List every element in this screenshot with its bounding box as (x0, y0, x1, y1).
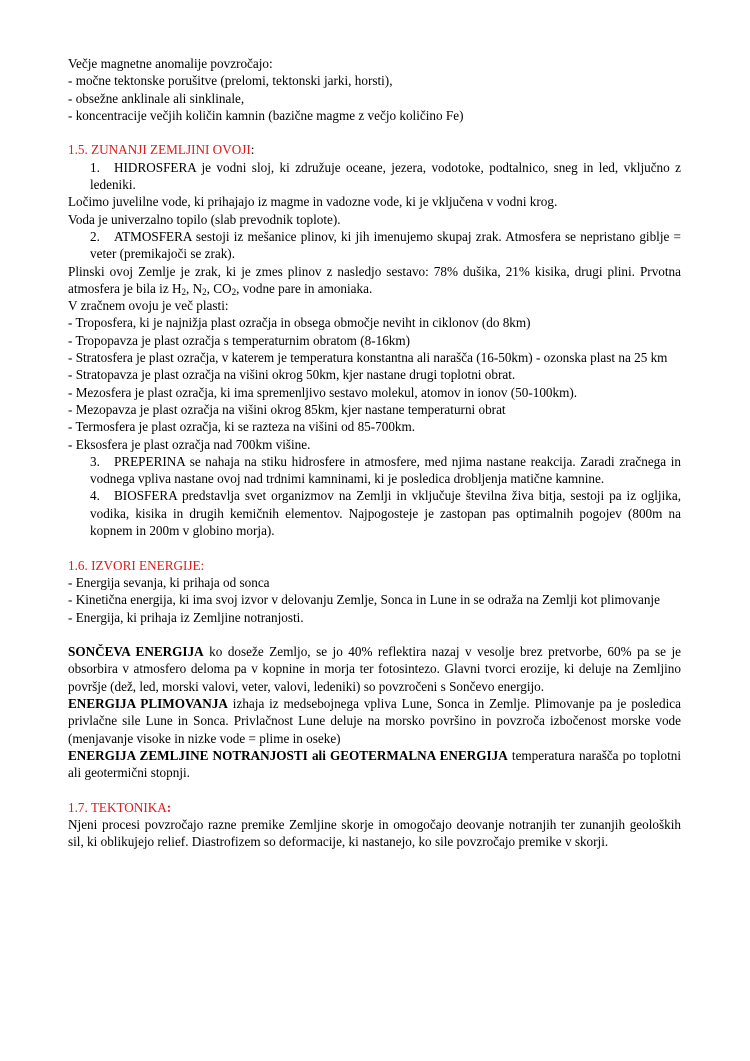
spacer (68, 626, 681, 643)
list-number: 4. (90, 488, 100, 504)
preperina-paragraph: 3. PREPERINA se nahaja na stiku hidrosfere in atmosfere, med njima nastane reakcija. Zaradi zračnega in vodnega vpliva nastane ovoj nad trdnimi kamninami, ki je posledica drobljenja matične kamnine. (90, 453, 681, 487)
spacer (68, 539, 681, 556)
list-number: 1. (90, 159, 100, 175)
layer-item: - Troposfera, ki je najnižja plast ozračja in obsega območje neviht in ciklonov (do 8km) (68, 315, 531, 331)
layer-item: - Eksosfera je plast ozračja nad 700km višine. (68, 436, 311, 452)
atmosphere-layers-list (68, 314, 681, 452)
layers-intro: V zračnem ovoju je več plasti: (68, 298, 229, 314)
geothermal-energy-paragraph: ENERGIJA ZEMLJINE NOTRANJOSTI ali GEOTERMALNA ENERGIJA temperatura narašča po toplotni ali geotermični stopnji. (68, 747, 682, 781)
hidrosfera-text: Voda je univerzalno topilo (slab prevodnik toplote). (68, 211, 341, 227)
list-number: 3. (90, 453, 100, 469)
intro-line: Večje magnetne anomalije povzročajo: (68, 56, 273, 71)
tidal-energy-paragraph: ENERGIJA PLIMOVANJA izhaja iz medsebojnega vpliva Lune, Sonca in Zemlje. Plimovanje pa je posledica privlačne sile Lune in Sonca. Privlačnost Lune deluje na morsko površino in povzroča izbočenost morske vode (menjavanje visoke in nizke vode = plime in oseke) (68, 695, 681, 746)
spacer (68, 124, 681, 141)
tectonics-paragraph: Njeni procesi povzročajo razne premike Zemljine skorje in omogočajo deovanje notranjih ter zunanjih geoloških sil, ki oblikujejo relief. Diastrofizem so deformacije, ki nastanejo, ko sile povzročajo premike v skorji. (68, 817, 681, 850)
solar-energy-paragraph: SONČEVA ENERGIJA ko doseže Zemljo, se jo 40% reflektira nazaj v vesolje brez pretvorbe, 60% pa se je obsorbira v atmosfero deloma pa v kopnine in morja ter fotosintezo. Glavni tvorci erozije, ki deluje na Zemljino površje (dež, led, morski valovi, veter, valovi, ledeniki) so povzročeni s Sončevo energijo. (68, 644, 681, 694)
section-heading-1-5: 1.5. ZUNANJI ZEMLJINI OVOJI: (68, 142, 255, 158)
section-heading-1-7: 1.7. TEKTONIKA: (68, 799, 172, 815)
hidrosfera-text: Ločimo juvelilne vode, ki prihajajo iz magme in vadozne vode, ki je vključena v vodni krog. (68, 194, 558, 210)
atmosfera-paragraph: 2. ATMOSFERA sestoji iz mešanice plinov, ki jih imenujemo skupaj zrak. Atmosfera se nepristano giblje = veter (premikajoči se zrak). (90, 228, 681, 262)
layer-item: - Termosfera je plast ozračja, ki se razteza na višini od 85-700km. (68, 419, 416, 435)
intro-line: - močne tektonske porušitve (prelomi, tektonski jarki, horsti), (68, 73, 393, 89)
atmosfera-composition: Plinski ovoj Zemlje je zrak, ki je zmes plinov z nasledjo sestavo: 78% dušika, 21% kisika, drugi plini. Prvotna atmosfera je bila iz $H_2$, $N_2$, $CO_2$, vodne pare in amoniaka. (68, 263, 681, 297)
layer-item: - Tropopavza je plast ozračja s temperaturnim obratom (8-16km) (68, 332, 411, 348)
energy-source-item: - Energija, ki prihaja iz Zemljine notranjosti. (68, 609, 304, 625)
hidrosfera-paragraph: 1. HIDROSFERA je vodni sloj, ki združuje oceane, jezera, vodotoke, podtalnico, sneg in led, vključno z ledeniki. (90, 159, 681, 193)
list-number: 2. (90, 228, 100, 244)
section-heading-1-6: 1.6. IZVORI ENERGIJE: (68, 557, 205, 573)
layer-item: - Mezosfera je plast ozračja, ki ima spremenljivo sestavo molekul, atomov in ionov (50-100km). (68, 384, 578, 400)
intro-line: - obsežne anklinale ali sinklinale, (68, 90, 245, 106)
energy-source-item: - Energija sevanja, ki prihaja od sonca (68, 574, 270, 590)
layer-item: - Mezopavza je plast ozračja na višini okrog 85km, kjer nastane temperaturni obrat (68, 401, 506, 417)
spacer (68, 781, 681, 798)
energy-source-item: - Kinetična energija, ki ima svoj izvor v delovanju Zemlje, Sonca in Lune in se odraža na Zemlji kot plimovanje (68, 592, 660, 608)
intro-line: - koncentracije večjih količin kamnin (bazične magme z večjo količino Fe) (68, 107, 464, 123)
intro-block (68, 55, 681, 124)
biosfera-paragraph: 4. BIOSFERA predstavlja svet organizmov na Zemlji in vključuje številna živa bitja, sestoji pa iz ogljika, vodika, kisika in drugih kemičnih elementov. Najpogosteje je zastopan pas optimalnih pogojev (800m na kopnem in 200m v globino morja). (90, 488, 681, 539)
layer-item: - Stratosfera je plast ozračja, v katerem je temperatura konstantna ali narašča (16-50km) - ozonska plast na 25 km (68, 350, 668, 366)
document-page (68, 55, 681, 851)
layer-item: - Stratopavza je plast ozračja na višini okrog 50km, kjer nastane drugi toplotni obrat. (68, 367, 516, 383)
